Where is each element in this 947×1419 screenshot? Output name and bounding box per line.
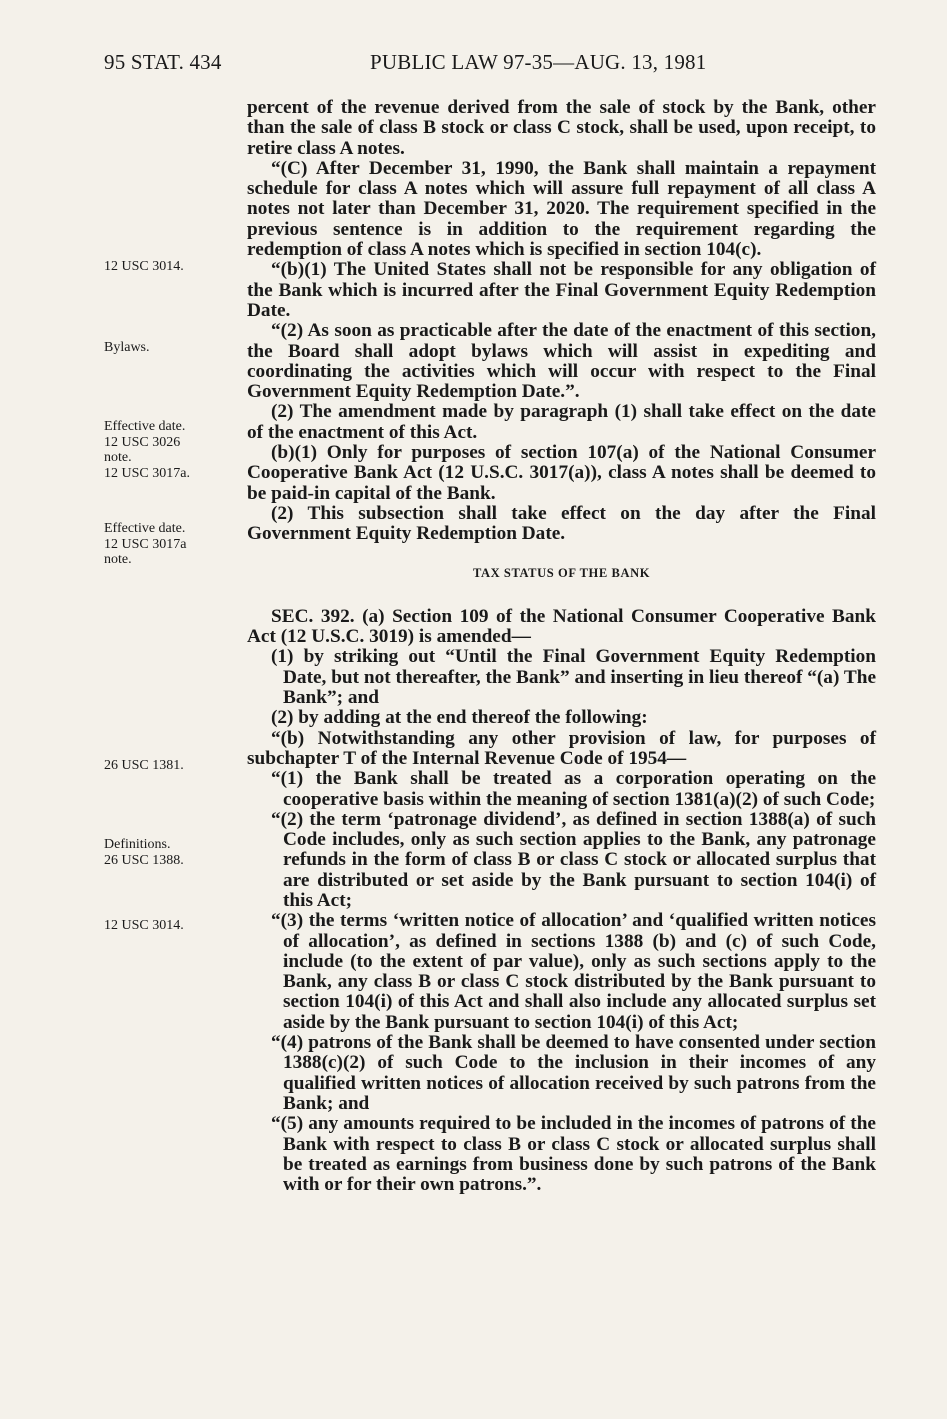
law-title: PUBLIC LAW 97-35—AUG. 13, 1981 [370, 50, 707, 74]
margin-note-line: Effective date. [104, 521, 186, 536]
page-header [104, 50, 876, 82]
statute-citation: 95 STAT. 434 [104, 50, 222, 74]
margin-note-line: note. [104, 552, 132, 567]
margin-note-line: 26 USC 1381. [104, 758, 184, 773]
paragraph: (2) by adding at the end thereof the following: [271, 707, 648, 729]
paragraph: “(4) patrons of the Bank shall be deemed to have consented under section 1388(c)(2) of such Code to the inclusion in their incomes of any qualified written notices of allocation received by such patrons from the Bank; and [271, 1032, 876, 1114]
paragraph: percent of the revenue derived from the sale of stock by the Bank, other than the sale of class B stock or class C stock, shall be used, upon receipt, to retire class A notes. [247, 97, 876, 159]
margin-note-line: Definitions. [104, 837, 171, 852]
section-heading: TAX STATUS OF THE BANK [472, 565, 651, 580]
paragraph: (b)(1) Only for purposes of section 107(a) of the National Consumer Cooperative Bank Act (12 U.S.C. 3017(a)), class A notes shall be deemed to be paid-in capital of the Bank. [247, 442, 876, 504]
margin-note [104, 340, 150, 356]
paragraph: “(3) the terms ‘written notice of allocation’ and ‘qualified written notices of allocation’, as defined in sections 1388 (b) and (c) of such Code, include (to the extent of par value), only as such sections apply to the Bank, any class B or class C stock distributed by the Bank pursuant to section 104(i) of this Act and shall also include any allocated surplus set aside by the Bank pursuant to section 104(i) of this Act; [271, 910, 876, 1033]
margin-note-line: 12 USC 3017a. [104, 465, 190, 481]
margin-note-line: note. [104, 450, 132, 465]
paragraph: “(C) After December 31, 1990, the Bank shall maintain a repayment schedule for class A notes which will assure full repayment of all class A notes not later than December 31, 2020. The requirement specified in the previous sentence is in addition to the requirement regarding the redemption of class A notes which is specified in section 104(c). [247, 157, 876, 261]
paragraph: “(1) the Bank shall be treated as a corporation operating on the cooperative basis within the meaning of section 1381(a)(2) of such Code; [271, 768, 876, 810]
paragraph: (1) by striking out “Until the Final Government Equity Redemption Date, but not thereafter, the Bank” and inserting in lieu thereof “(a) The Bank”; and [271, 646, 876, 709]
margin-note-line: 12 USC 3014. [104, 259, 184, 274]
paragraph: (2) This subsection shall take effect on the day after the Final Government Equity Redemption Date. [247, 502, 876, 545]
body-text [247, 98, 876, 1195]
paragraph: “(b)(1) The United States shall not be responsible for any obligation of the Bank which is incurred after the Final Government Equity Redemption Date. [247, 259, 876, 321]
margin-note [104, 259, 184, 275]
paragraph: “(2) the term ‘patronage dividend’, as defined in section 1388(a) of such Code includes, only as such section applies to the Bank, any patronage refunds in the form of class B or class C stock or allocated surplus that are distributed or set aside by the Bank pursuant to section 104(i) of this Act; [271, 808, 876, 911]
margin-note [104, 521, 186, 568]
margin-note-line: 12 USC 3014. [104, 918, 184, 933]
margin-note [104, 918, 184, 934]
margin-note [104, 837, 184, 868]
paragraph: SEC. 392. (a) Section 109 of the National Consumer Cooperative Bank Act (12 U.S.C. 3019) is amended— [247, 605, 876, 648]
margin-note-line: 12 USC 3017a [104, 536, 187, 552]
margin-note-line: Effective date. [104, 419, 186, 434]
margin-note [104, 758, 184, 774]
margin-note-line: 12 USC 3026 [104, 434, 181, 450]
margin-note-line: Bylaws. [104, 340, 150, 355]
paragraph: “(b) Notwithstanding any other provision of law, for purposes of subchapter T of the Internal Revenue Code of 1954— [247, 727, 876, 769]
paragraph: “(5) any amounts required to be included in the incomes of patrons of the Bank with respect to class B or class C stock or allocated surplus shall be treated as earnings from business done by such patrons of the Bank with or for their own patrons.”. [271, 1113, 876, 1196]
paragraph: “(2) As soon as practicable after the date of the enactment of this section, the Board shall adopt bylaws which will assist in expediting and coordinating the activities which will occur with respect to the Final Government Equity Redemption Date.”. [247, 320, 876, 403]
margin-note [104, 419, 190, 481]
margin-note-line: 26 USC 1388. [104, 852, 184, 868]
paragraph: (2) The amendment made by paragraph (1) shall take effect on the date of the enactment of this Act. [247, 401, 876, 443]
